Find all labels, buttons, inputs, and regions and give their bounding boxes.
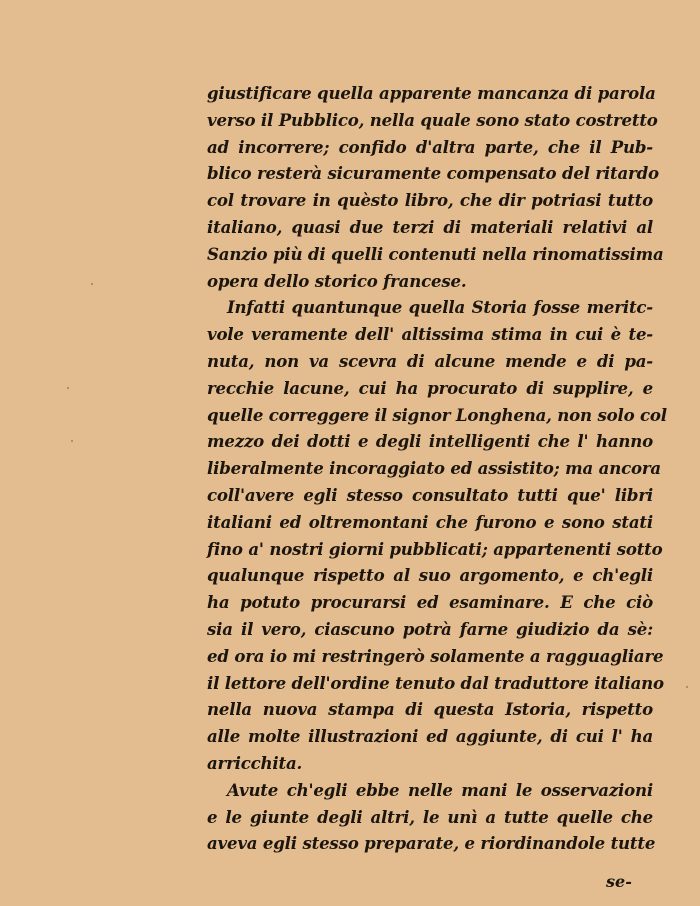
body-text	[207, 80, 667, 857]
text-line: nella nuova stampa di questa Istoria, rispetto	[207, 699, 653, 720]
text-line: verso il Pubblico, nella quale sono stato costretto	[207, 109, 658, 130]
text-line: Sanzio più di quelli contenuti nella rinomatissima	[207, 243, 664, 264]
text-line: nuta, non va scevra di alcune mende e di pa-	[207, 350, 653, 371]
paper-speck	[71, 440, 73, 442]
text-line: arricchita.	[207, 752, 303, 773]
text-line: fino a' nostri giorni pubblicati; appartenenti sotto	[207, 538, 663, 559]
text-line: ed ora io mi restringerò solamente a ragguagliare	[207, 645, 664, 666]
text-line: recchie lacune, cui ha procurato di supplire, e	[207, 377, 653, 398]
text-line: sia il vero, ciascuno potrà farne giudizio da sè:	[207, 618, 653, 639]
text-line: italiani ed oltremontani che furono e sono stati	[207, 511, 653, 532]
text-line: mezzo dei dotti e degli intelligenti che l' hanno	[207, 431, 653, 452]
text-line: alle molte illustrazioni ed aggiunte, di cui l' ha	[207, 726, 653, 747]
text-line: vole veramente dell' altissima stima in cui è te-	[207, 324, 653, 345]
text-line: quelle correggere il signor Longhena, non solo col	[207, 404, 667, 425]
text-line: il lettore dell'ordine tenuto dal traduttore italiano	[207, 672, 664, 693]
text-line: coll'avere egli stesso consultato tutti que' libri	[207, 484, 653, 505]
paper-speck	[91, 283, 93, 285]
text-line: e le giunte degli altri, le unì a tutte quelle che	[207, 806, 653, 827]
text-line: liberalmente incoraggiato ed assistito; ma ancora	[207, 458, 661, 479]
text-line: qualunque rispetto al suo argomento, e ch'egli	[207, 565, 653, 586]
catchword: se-	[606, 872, 632, 891]
paper-speck	[67, 387, 69, 389]
text-line: opera dello storico francese.	[207, 270, 467, 291]
text-line: col trovare in quèsto libro, che dir potriasi tutto	[207, 190, 653, 211]
text-line: Infatti quantunque quella Storia fosse meritc-	[227, 297, 653, 318]
text-line: ha potuto procurarsi ed esaminare. E che ciò	[207, 592, 653, 613]
text-line: giustificare quella apparente mancanza di parola	[207, 83, 656, 103]
text-line: Avute ch'egli ebbe nelle mani le osservazioni	[227, 779, 653, 800]
text-line: aveva egli stesso preparate, e riordinandole tutte	[207, 833, 656, 854]
text-line: blico resterà sicuramente compensato del ritardo	[207, 163, 659, 184]
text-line: italiano, quasi due terzi di materiali relativi al	[207, 216, 653, 237]
paper-speck	[686, 686, 688, 688]
text-line: ad incorrere; confido d'altra parte, che il Pub-	[207, 136, 653, 157]
